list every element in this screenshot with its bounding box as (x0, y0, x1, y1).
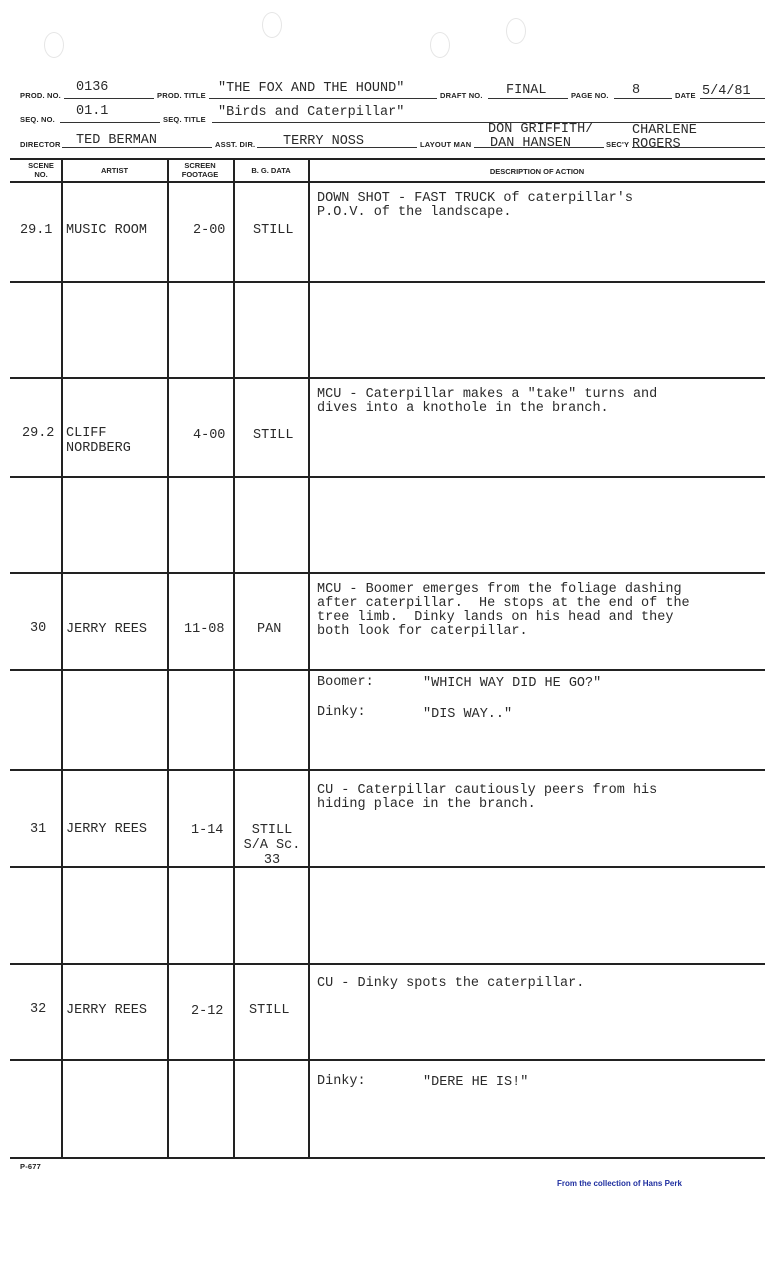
scene-footage: 1-14 (191, 823, 224, 838)
layout-man-label: LAYOUT MAN (420, 140, 472, 149)
col-divider-scene (61, 158, 63, 1158)
scene-number: 32 (30, 1002, 47, 1017)
scene-artist: MUSIC ROOM (66, 223, 148, 238)
row-rule (10, 476, 765, 478)
punch-hole-left (44, 32, 64, 58)
draft-no-value: FINAL (506, 83, 547, 98)
scene-number: 29.2 (22, 426, 55, 441)
scene-footage: 2-12 (191, 1004, 224, 1019)
scene-bg-data: STILL (249, 1003, 290, 1018)
scene-bg-data: STILL S/A Sc. 33 (243, 823, 301, 865)
scene-description: CU - Caterpillar cautiously peers from his hiding place in the branch. (317, 783, 658, 812)
scene-description: MCU - Caterpillar makes a "take" turns and dives into a knothole in the branch. (317, 387, 658, 416)
col-header-footage: SCREEN FOOTAGE (181, 161, 219, 179)
row-rule (10, 963, 765, 965)
seq-title-label: SEQ. TITLE (163, 115, 206, 124)
seq-no-value: 01.1 (76, 104, 109, 119)
col-header-artist: ARTIST (100, 166, 129, 175)
row-rule (10, 1059, 765, 1061)
scene-description: DOWN SHOT - FAST TRUCK of caterpillar's P.O.V. of the landscape. (317, 191, 633, 220)
row-rule (10, 281, 765, 283)
scene-number: 31 (30, 822, 47, 837)
scene-description: CU - Dinky spots the caterpillar. (317, 976, 585, 991)
scene-bg-data: STILL (253, 428, 294, 443)
form-number: P-677 (20, 1162, 42, 1171)
dialogue-speaker: Boomer: (317, 675, 374, 690)
column-header-rule (10, 181, 765, 183)
asst-dir-label: ASST. DIR. (215, 140, 256, 149)
date-value: 5/4/81 (702, 84, 751, 99)
scene-number: 29.1 (20, 223, 53, 238)
scene-description: MCU - Boomer emerges from the foliage dashing after caterpillar. He stops at the end of the tree limb. Dinky lands on his head and they both look for caterpillar. (317, 582, 690, 639)
dialogue-line: "DERE HE IS!" (423, 1075, 529, 1090)
secy-label: SEC'Y (606, 140, 630, 149)
table-bottom-rule (10, 1157, 765, 1159)
row-rule (10, 377, 765, 379)
prod-title-label: PROD. TITLE (157, 91, 206, 100)
dialogue-speaker: Dinky: (317, 1074, 366, 1089)
punch-hole-right (430, 32, 450, 58)
scene-artist: CLIFF NORDBERG (66, 426, 131, 456)
director-value: TED BERMAN (76, 133, 158, 148)
page-no-value: 8 (632, 83, 641, 98)
scene-artist: JERRY REES (66, 822, 148, 837)
seq-no-label: SEQ. NO. (20, 115, 55, 124)
director-label: DIRECTOR (20, 140, 61, 149)
col-header-scene: SCENE NO. (28, 161, 54, 179)
secy-value-1: CHARLENE (632, 123, 697, 138)
prod-no-label: PROD. NO. (20, 91, 61, 100)
col-header-description: DESCRIPTION OF ACTION (489, 167, 585, 176)
scene-number: 30 (30, 621, 47, 636)
seq-title-value: "Birds and Caterpillar" (218, 105, 405, 120)
col-divider-footage (233, 158, 235, 1158)
date-label: DATE (675, 91, 696, 100)
collection-credit: From the collection of Hans Perk (557, 1179, 682, 1188)
table-top-rule (10, 158, 765, 160)
scene-footage: 4-00 (193, 428, 226, 443)
dialogue-speaker: Dinky: (317, 705, 366, 720)
scene-artist: JERRY REES (66, 1003, 148, 1018)
prod-title-value: "THE FOX AND THE HOUND" (218, 81, 405, 96)
row-rule (10, 669, 765, 671)
dialogue-line: "DIS WAY.." (423, 707, 513, 722)
punch-hole-far-right (506, 18, 526, 44)
scene-bg-data: STILL (253, 223, 294, 238)
page-no-label: PAGE NO. (571, 91, 609, 100)
prod-no-value: 0136 (76, 80, 109, 95)
row-rule (10, 866, 765, 868)
scene-footage: 11-08 (184, 622, 225, 637)
col-divider-bg (308, 158, 310, 1158)
secy-value-2: ROGERS (632, 137, 681, 152)
col-header-bg: B. G. DATA (251, 166, 291, 175)
scene-footage: 2-00 (193, 223, 226, 238)
row-rule (10, 572, 765, 574)
layout-man-value-1: DON GRIFFITH/ (488, 122, 594, 137)
col-divider-artist (167, 158, 169, 1158)
row-rule (10, 769, 765, 771)
punch-hole-center (262, 12, 282, 38)
layout-man-value-2: DAN HANSEN (490, 136, 572, 151)
dialogue-line: "WHICH WAY DID HE GO?" (423, 676, 602, 691)
scene-artist: JERRY REES (66, 622, 148, 637)
scene-bg-data: PAN (257, 622, 282, 637)
asst-dir-value: TERRY NOSS (283, 134, 365, 149)
draft-no-label: DRAFT NO. (440, 91, 483, 100)
